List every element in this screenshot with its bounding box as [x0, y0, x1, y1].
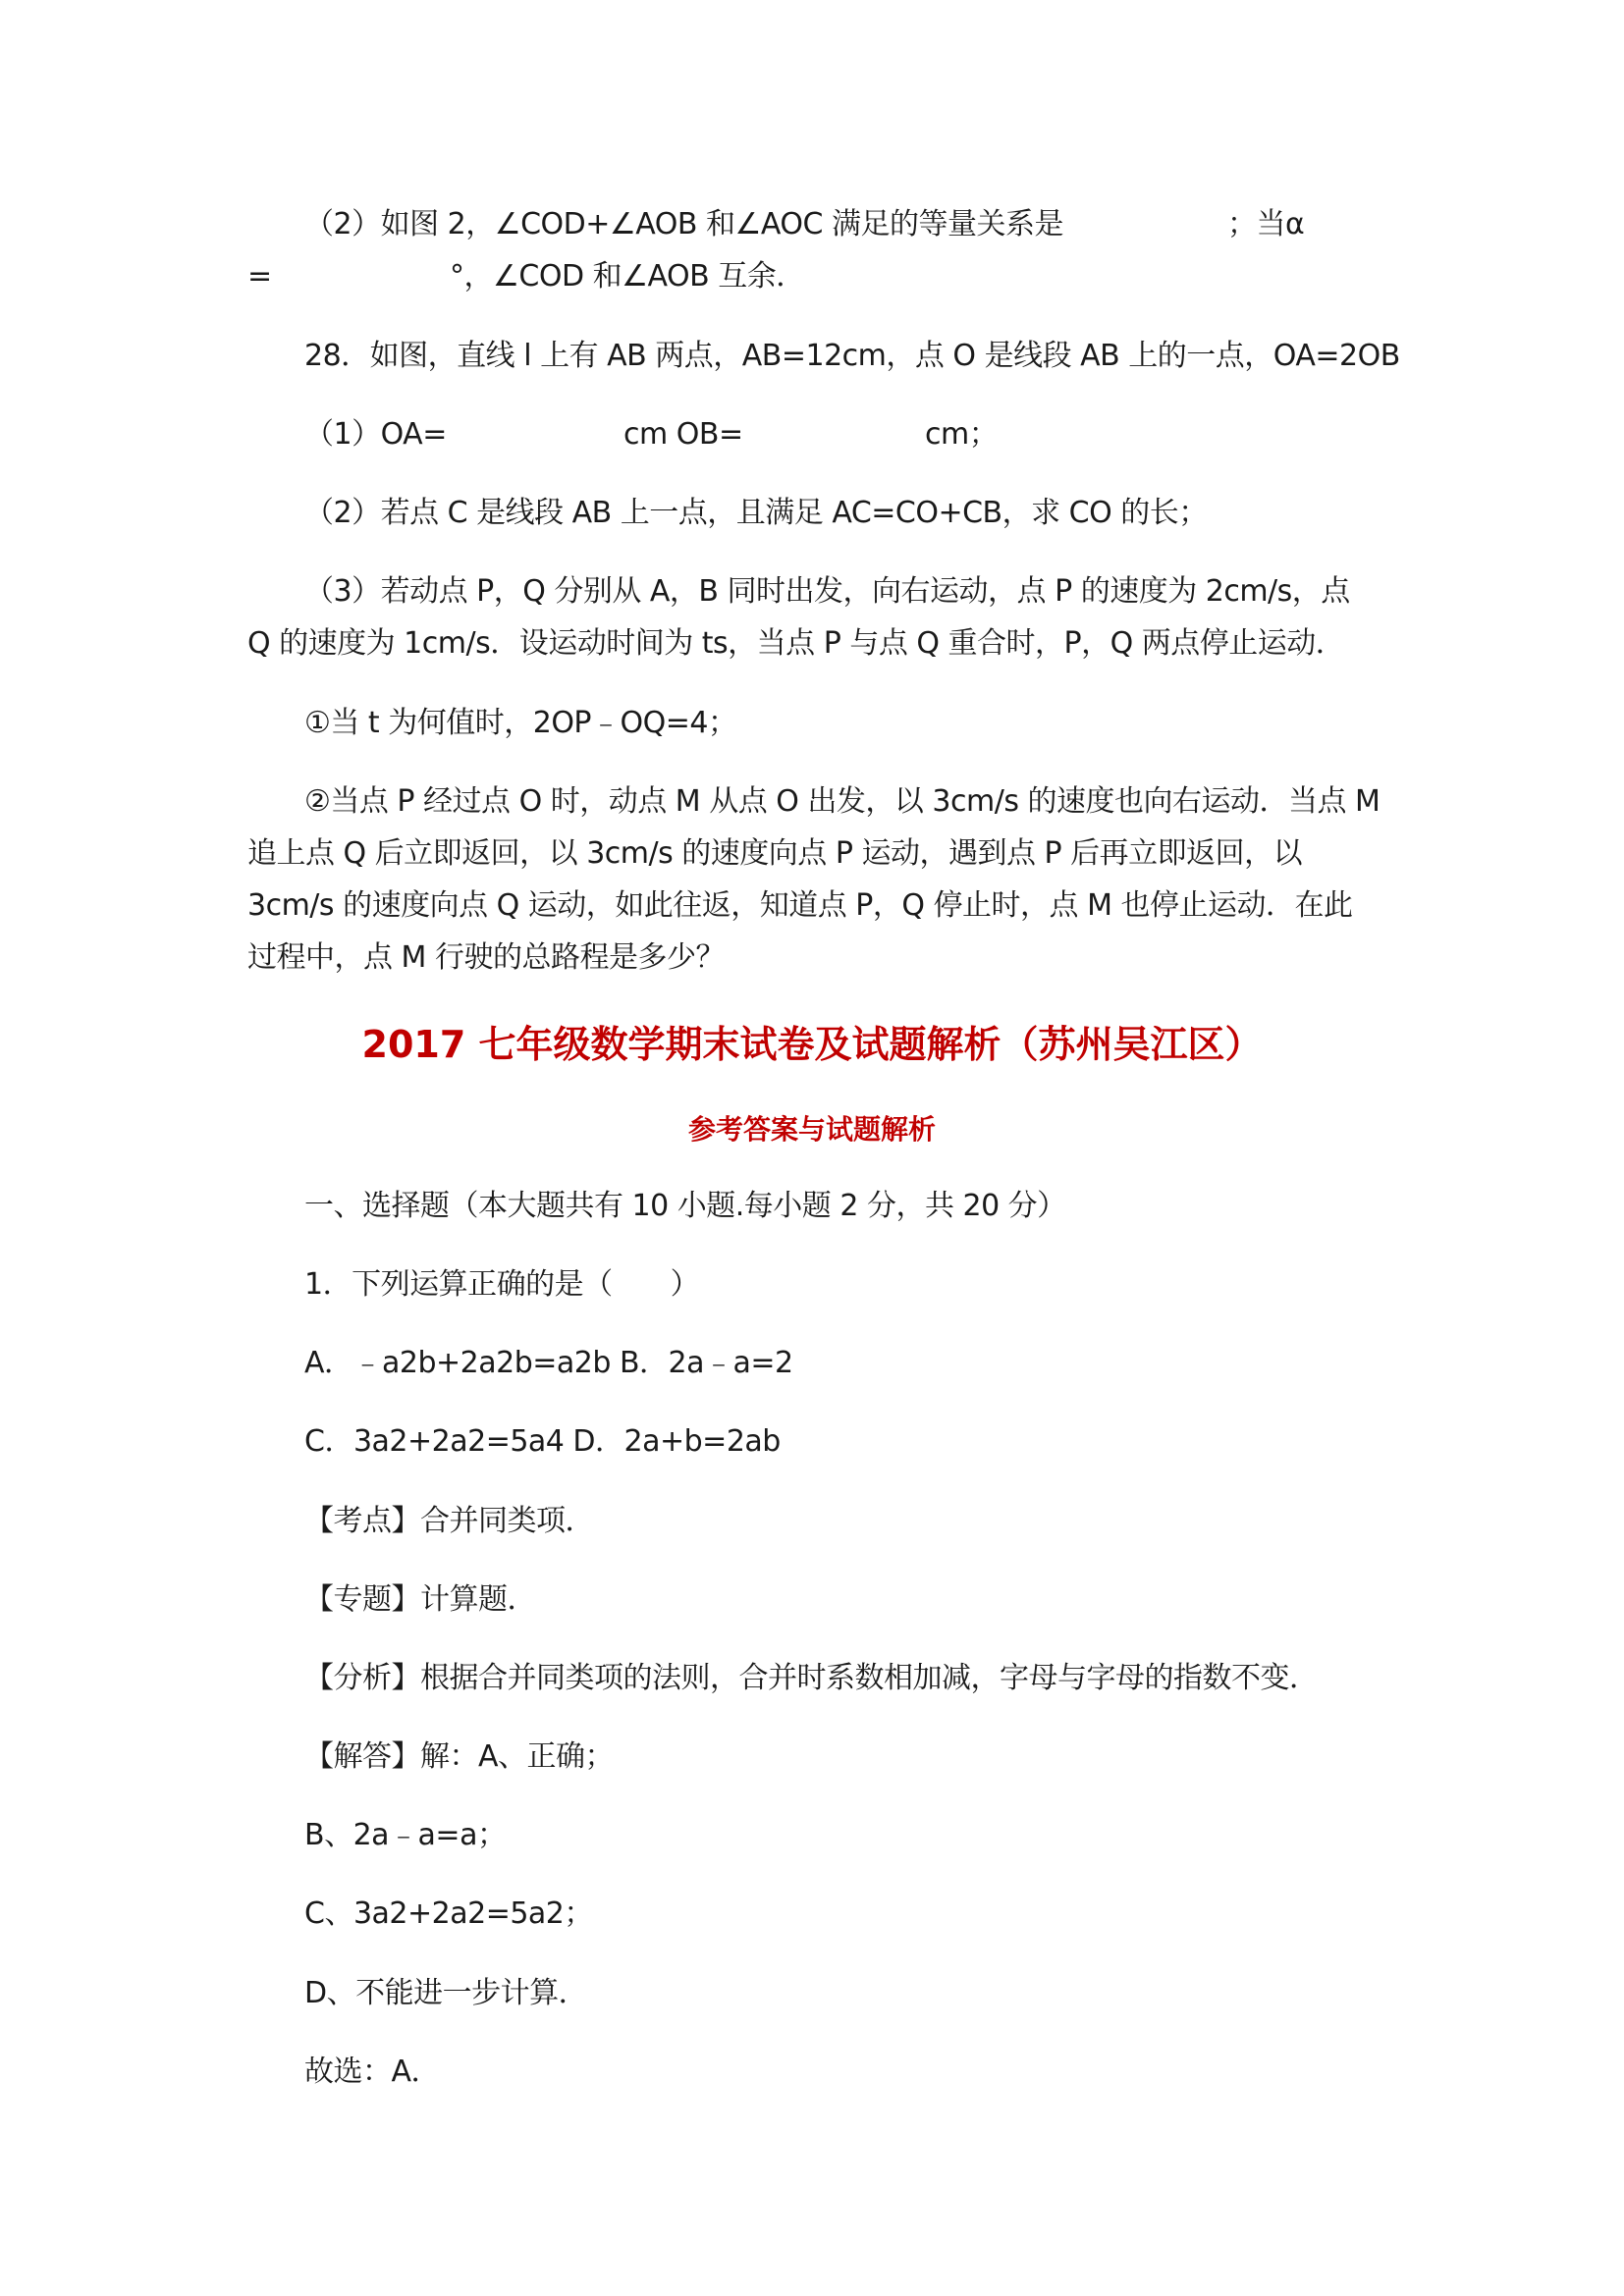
prev-q-part2-line2-b: °，∠COD 和∠AOB 互余． [450, 259, 805, 294]
answer-line-d: D、不能进一步计算． [304, 1976, 588, 2010]
q28-sub2-line4: 过程中，点 M 行驶的总路程是多少？ [247, 940, 725, 975]
kaodian-line: 【考点】合并同类项． [304, 1504, 594, 1538]
q28-part1-a: （1）OA= [304, 417, 447, 452]
q28-sub1: ①当 t 为何值时，2OP﹣OQ=4； [304, 706, 737, 740]
answer-line-c: C、3a2+2a2=5a2； [304, 1896, 593, 1931]
q28-part1-c: cm； [925, 417, 999, 452]
q28-part1-b: cm OB= [623, 417, 743, 452]
prev-q-part2-line2-a: = [247, 259, 272, 294]
answer-title: 2017 七年级数学期末试卷及试题解析（苏州吴江区） [361, 1023, 1263, 1066]
answer-subtitle: 参考答案与试题解析 [687, 1113, 936, 1146]
zhuanti-line: 【专题】计算题． [304, 1582, 536, 1617]
q28-stem: 28．如图，直线 l 上有 AB 两点，AB=12cm，点 O 是线段 AB 上的一点，OA=2OB [304, 339, 1400, 373]
question-1: 1．下列运算正确的是（ ） [304, 1267, 700, 1302]
question-1-options-cd: C．3a2+2a2=5a4 D．2a+b=2ab [304, 1424, 781, 1459]
fenxi-line: 【分析】根据合并同类项的法则，合并时系数相加减，字母与字母的指数不变． [304, 1661, 1319, 1695]
answer-line-b: B、2a﹣a=a； [304, 1818, 507, 1852]
guxuan-line: 故选：A． [304, 2055, 441, 2089]
q28-sub2-line1: ②当点 P 经过点 O 时，动点 M 从点 O 出发，以 3cm/s 的速度也向右运动．当点 M [304, 784, 1380, 819]
q28-part3-line1: （3）若动点 P，Q 分别从 A，B 同时出发，向右运动，点 P 的速度为 2cm/s，点 [304, 574, 1350, 609]
q28-sub2-line3: 3cm/s 的速度向点 Q 运动，如此往返，知道点 P，Q 停止时，点 M 也停止运动．在此 [247, 888, 1353, 923]
jieda-line: 【解答】解：A、正确； [304, 1739, 615, 1774]
prev-q-part2-line1-a: （2）如图 2，∠COD+∠AOB 和∠AOC 满足的等量关系是 [304, 207, 1064, 241]
prev-q-part2-line1-b: ；当α [1227, 207, 1305, 241]
q28-part2: （2）若点 C 是线段 AB 上一点，且满足 AC=CO+CB，求 CO 的长； [304, 496, 1208, 530]
section1-header: 一、选择题（本大题共有 10 小题.每小题 2 分，共 20 分） [304, 1189, 1066, 1223]
q28-part3-line2: Q 的速度为 1cm/s．设运动时间为 ts，当点 P 与点 Q 重合时，P，Q 两点停止运动． [247, 626, 1345, 661]
question-1-options-ab: A．﹣a2b+2a2b=a2b B．2a﹣a=2 [304, 1346, 793, 1380]
q28-sub2-line2: 追上点 Q 后立即返回，以 3cm/s 的速度向点 P 运动，遇到点 P 后再立即返回，以 [247, 836, 1303, 871]
